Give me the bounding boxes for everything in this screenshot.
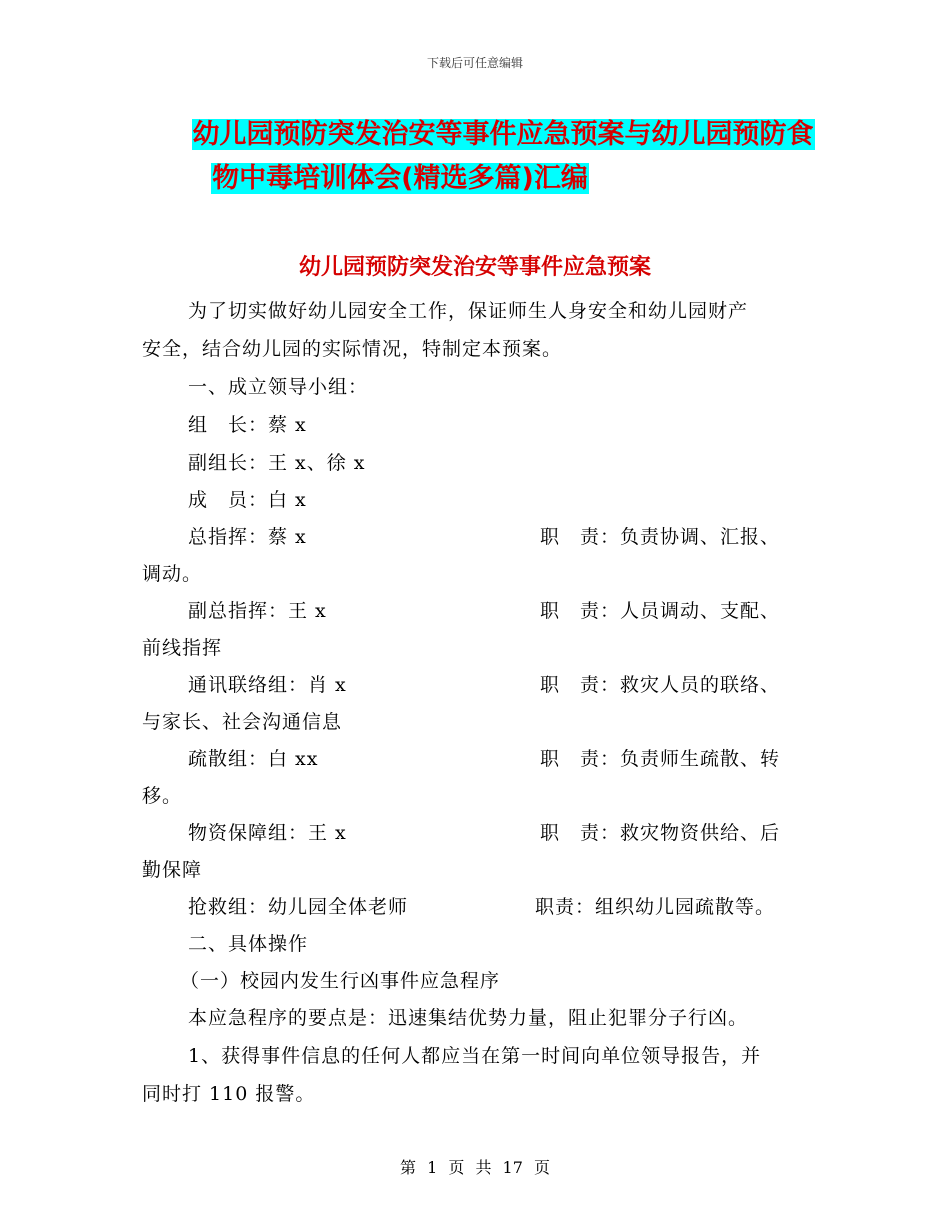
document-title-line-1: 幼儿园预防突发治安等事件应急预案与幼儿园预防食 bbox=[192, 119, 814, 150]
duty-deputy-commander-cont: 前线指挥 bbox=[142, 637, 223, 659]
duty-supplies: 职 责：救灾物资供给、后 bbox=[540, 822, 781, 844]
member-line: 成 员：白 x bbox=[188, 489, 307, 511]
document-title-line-2: 物中毒培训体会(精选多篇)汇编 bbox=[212, 163, 588, 194]
role-commander: 总指挥：蔡 x bbox=[188, 526, 307, 548]
procedure-key-points: 本应急程序的要点是：迅速集结优势力量，阻止犯罪分子行凶。 bbox=[188, 1007, 749, 1029]
duty-communication: 职 责：救灾人员的联络、 bbox=[540, 674, 781, 696]
duty-communication-cont: 与家长、社会沟通信息 bbox=[142, 711, 343, 733]
heading-procedure-1: （一）校园内发生行凶事件应急程序 bbox=[180, 970, 501, 992]
heading-leadership-group: 一、成立领导小组： bbox=[188, 376, 369, 398]
role-deputy-commander: 副总指挥：王 x bbox=[188, 600, 327, 622]
procedure-step-1-line-1: 1、获得事件信息的任何人都应当在第一时间向单位领导报告，并 bbox=[188, 1045, 762, 1067]
role-evacuation: 疏散组：白 xx bbox=[188, 748, 319, 770]
paragraph-intro-line-2: 安全，结合幼儿园的实际情况，特制定本预案。 bbox=[142, 338, 563, 360]
section-title: 幼儿园预防突发治安等事件应急预案 bbox=[298, 255, 651, 280]
duty-supplies-cont: 勤保障 bbox=[142, 859, 203, 881]
procedure-step-1-line-2: 同时打 110 报警。 bbox=[142, 1083, 316, 1105]
role-communication: 通讯联络组：肖 x bbox=[188, 674, 347, 696]
leader-line: 组 长：蔡 x bbox=[188, 414, 307, 436]
duty-deputy-commander: 职 责：人员调动、支配、 bbox=[540, 600, 781, 622]
duty-commander: 职 责：负责协调、汇报、 bbox=[540, 526, 781, 548]
duty-commander-cont: 调动。 bbox=[142, 563, 203, 585]
role-supplies: 物资保障组：王 x bbox=[188, 822, 347, 844]
paragraph-intro-line-1: 为了切实做好幼儿园安全工作，保证师生人身安全和幼儿园财产 bbox=[188, 300, 749, 322]
duty-evacuation: 职 责：负责师生疏散、转 bbox=[540, 748, 781, 770]
duty-rescue: 职责：组织幼儿园疏散等。 bbox=[535, 896, 776, 918]
deputy-line: 副组长：王 x、徐 x bbox=[188, 452, 366, 474]
duty-evacuation-cont: 移。 bbox=[142, 785, 183, 807]
page-header: 下载后可任意编辑 bbox=[426, 56, 523, 70]
page-footer: 第 1 页 共 17 页 bbox=[400, 1158, 550, 1177]
role-rescue: 抢救组：幼儿园全体老师 bbox=[188, 896, 409, 918]
heading-operations: 二、具体操作 bbox=[188, 933, 309, 955]
